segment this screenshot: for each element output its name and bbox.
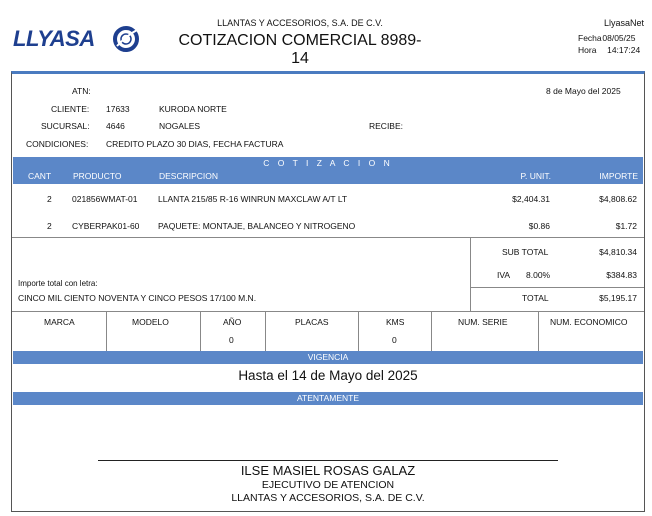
row-importe: $4,808.62 [599,194,637,204]
total-label: TOTAL [522,293,549,303]
recibe-label: RECIBE: [369,121,404,131]
section-title: C O T I Z A C I O N [263,158,393,168]
divider [200,311,201,351]
document-title: COTIZACION COMERCIAL 8989-14 [178,32,422,67]
hora-value: 14:17:24 [607,45,641,55]
col-cant: CANT [28,171,52,181]
iva-label: IVA [497,270,511,280]
sucursal-name: NOGALES [159,121,201,131]
row-producto: CYBERPAK01-60 [72,221,140,231]
fecha-label: Fecha [578,33,602,43]
letra-value: CINCO MIL CIENTO NOVENTA Y CINCO PESOS 17/100 M.N. [18,293,257,303]
divider [470,287,644,288]
col-descripcion: DESCRIPCION [159,171,219,181]
system-name: LlyasaNet [603,18,644,28]
row-unit: $0.86 [528,221,550,231]
atentamente-band: ATENTAMENTE [13,392,643,405]
vigencia-text: Hasta el 14 de Mayo del 2025 [238,368,418,383]
items-table-header [13,157,643,184]
subtotal-value: $4,810.34 [599,247,637,257]
row-descripcion: LLANTA 215/85 R-16 WINRUN MAXCLAW A/T LT [158,194,348,204]
date-time-block [578,32,640,56]
logo-text: LLYASA [13,26,95,51]
cliente-name: KURODA NORTE [159,104,227,114]
col-importe: IMPORTE [599,171,638,181]
col-unit: P. UNIT. [520,171,551,181]
row-cant: 2 [47,221,52,231]
hora-label: Hora [578,45,597,55]
atn-label: ATN: [72,86,91,96]
divider [538,311,539,351]
row-cant: 2 [47,194,52,204]
divider [358,311,359,351]
company-logo [13,26,135,52]
sucursal-id: 4646 [106,121,125,131]
anio-label: AÑO [223,317,242,327]
kms-value: 0 [392,335,397,345]
total-value: $5,195.17 [599,293,637,303]
divider [106,311,107,351]
signature-line [98,460,558,461]
tire-icon [113,26,139,52]
signer-name: ILSE MASIEL ROSAS GALAZ [240,463,416,478]
row-producto: 021856WMAT-01 [72,194,138,204]
anio-value: 0 [229,335,234,345]
marca-label: MARCA [44,317,75,327]
quote-frame [11,71,645,512]
signer-company: LLANTAS Y ACCESORIOS, S.A. DE C.V. [231,492,425,504]
economico-label: NUM. ECONOMICO [550,317,628,327]
modelo-label: MODELO [132,317,169,327]
row-importe: $1.72 [615,221,637,231]
kms-label: KMS [386,317,405,327]
cliente-label: CLIENTE: [51,104,90,114]
condiciones-label: CONDICIONES: [26,139,89,149]
divider [265,311,266,351]
signer-role: EJECUTIVO DE ATENCION [261,479,395,491]
iva-rate: 8.00% [526,270,551,280]
condiciones-value: CREDITO PLAZO 30 DIAS, FECHA FACTURA [106,139,284,149]
subtotal-label: SUB TOTAL [502,247,549,257]
divider [470,237,471,311]
cliente-id: 17633 [106,104,130,114]
sucursal-label: SUCURSAL: [41,121,90,131]
divider [12,237,644,238]
row-unit: $2,404.31 [512,194,550,204]
vigencia-band: VIGENCIA [13,351,643,364]
row-descripcion: PAQUETE: MONTAJE, BALANCEO Y NITROGENO [158,221,356,231]
quote-date: 8 de Mayo del 2025 [546,86,621,96]
fecha-value: 08/05/25 [602,33,636,43]
letra-label: Importe total con letra: [18,279,98,288]
iva-value: $384.83 [606,270,637,280]
company-name: LLANTAS Y ACCESORIOS, S.A. DE C.V. [217,18,383,28]
col-producto: PRODUCTO [73,171,122,181]
divider [431,311,432,351]
serie-label: NUM. SERIE [458,317,508,327]
placas-label: PLACAS [295,317,329,327]
